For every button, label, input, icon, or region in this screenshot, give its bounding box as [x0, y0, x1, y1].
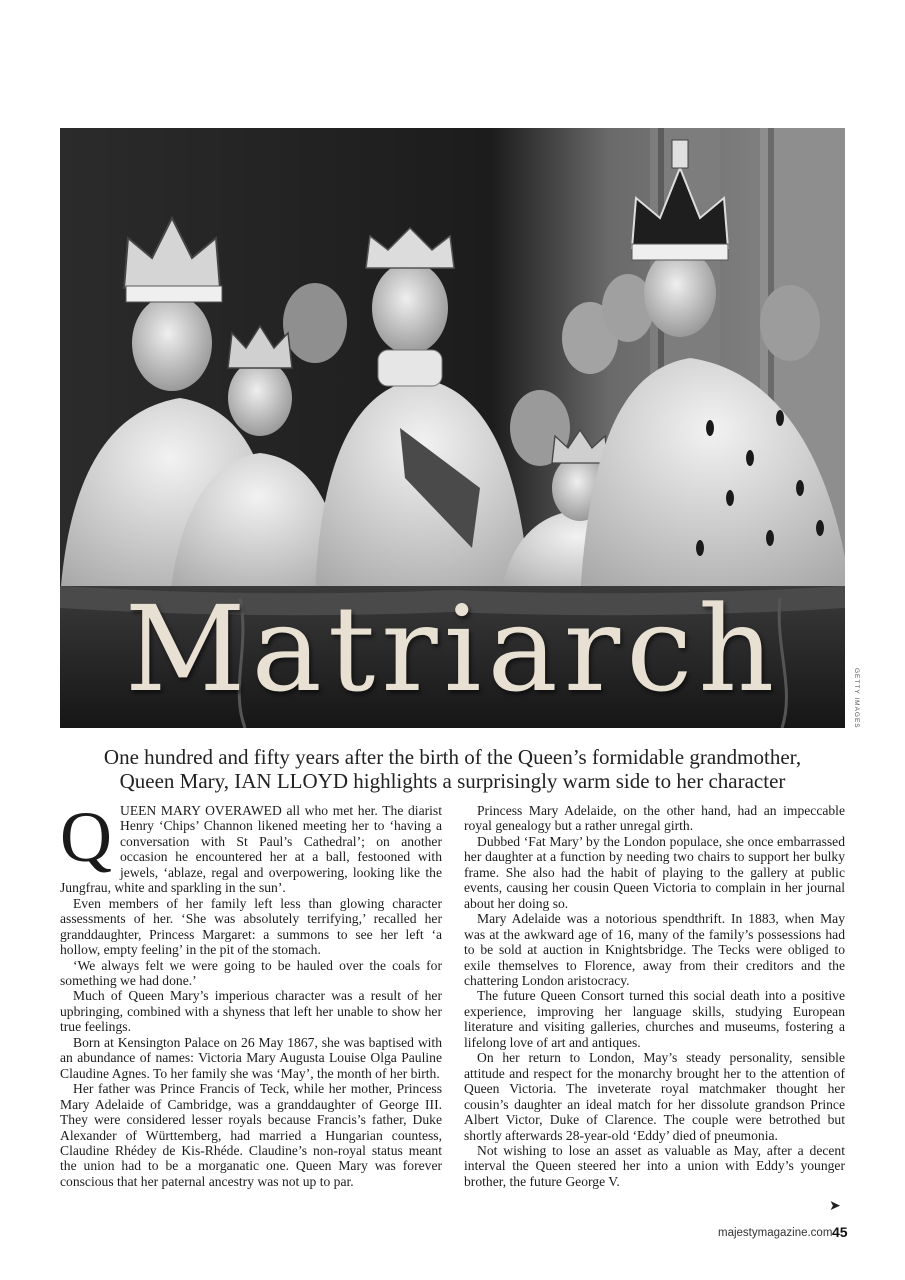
article-paragraph: Her father was Prince Francis of Teck, while her mother, Princess Mary Adelaide of Cambridge, was a granddaughter of George III. They were considered lesser royals because Francis’s father, Duke Alexander of Württemberg, had married a Hungarian countess, Claudine Rhédey de Kis-Rhéde. Claudine’s non-royal status meant the union had to be a morganatic one. Queen Mary was forever conscious that her paternal ancestry was not up to par.	[60, 1081, 442, 1189]
continue-arrow-icon: ➤	[829, 1199, 841, 1214]
article-column-left	[60, 797, 442, 1189]
photo-credit: GETTY IMAGES	[853, 668, 860, 729]
article-paragraph: On her return to London, May’s steady personality, sensible attitude and respect for the monarchy brought her to the attention of Queen Victoria. The inveterate royal matchmaker thought her cousin’s daughter an ideal match for her dissolute grandson Prince Albert Victor, Duke of Clarence. The couple were betrothed but shortly afterwards 28-year-old ‘Eddy’ died of pneumonia.	[464, 1050, 845, 1143]
article-paragraph: Even members of her family left less than glowing character assessments of her. ‘She was absolutely terrifying,’ recalled her granddaughter, Princess Margaret: a summons to see her left ‘a hollow, empty feeling’ in the pit of the stomach.	[60, 895, 442, 958]
standfirst-line-1: One hundred and fifty years after the birth of the Queen’s formidable grandmother,	[103, 745, 802, 769]
article-paragraph: Dubbed ‘Fat Mary’ by the London populace, she once embarrassed her daughter at a function by needing two chairs to support her bulky frame. She also had the habit of playing to the gallery at public events, causing her cousin Queen Victoria to complain in her journal about her doing so.	[464, 833, 845, 911]
article-column-right	[464, 803, 845, 1189]
article-paragraph: ‘We always felt we were going to be hauled over the coals for something we had done.’	[60, 957, 442, 988]
article-paragraph	[60, 797, 442, 896]
footer-website: majestymagazine.com	[718, 1227, 833, 1239]
standfirst-line-2: Queen Mary, IAN LLOYD highlights a surprisingly warm side to her character	[119, 769, 786, 793]
page-number: 45	[832, 1224, 848, 1240]
paragraph-text: UEEN MARY OVERAWED all who met her. The diarist Henry ‘Chips’ Channon likened meeting her to ‘having a conversation with St Paul’s Cathedral’; on another occasion he encountered her at a ball, festooned with jewels, ‘ablaze, regal and overpowering, looking like the Jungfrau, white and sparkling in the sun’.	[60, 803, 442, 896]
article-paragraph: Much of Queen Mary’s imperious character was a result of her upbringing, combined with a shyness that left her unable to show her true feelings.	[60, 988, 442, 1035]
article-paragraph: Not wishing to lose an asset as valuable as May, after a decent interval the Queen steered her into a union with Eddy’s younger brother, the future George V.	[464, 1142, 845, 1189]
article-paragraph: Princess Mary Adelaide, on the other hand, had an impeccable royal genealogy but a rather unregal girth.	[464, 803, 845, 834]
article-paragraph: Born at Kensington Palace on 26 May 1867, she was baptised with an abundance of names: Victoria Mary Augusta Louise Olga Pauline Claudine Agnes. To her family she was ‘May’, the month of her birth.	[60, 1034, 442, 1081]
drop-cap: Q	[60, 797, 112, 877]
article-paragraph: The future Queen Consort turned this social death into a positive experience, improving her language skills, studying European literature and visiting galleries, churches and museums, fostering a lifelong love of art and antiques.	[464, 988, 845, 1050]
headline: Matriarch	[124, 580, 781, 718]
article-paragraph: Mary Adelaide was a notorious spendthrift. In 1883, when May was at the awkward age of 16, many of the family’s possessions had to be sold at auction in Knightsbridge. The Tecks were obliged to exile themselves to Florence, away from their creditors and the chattering London aristocracy.	[464, 911, 845, 988]
standfirst	[40, 745, 865, 793]
